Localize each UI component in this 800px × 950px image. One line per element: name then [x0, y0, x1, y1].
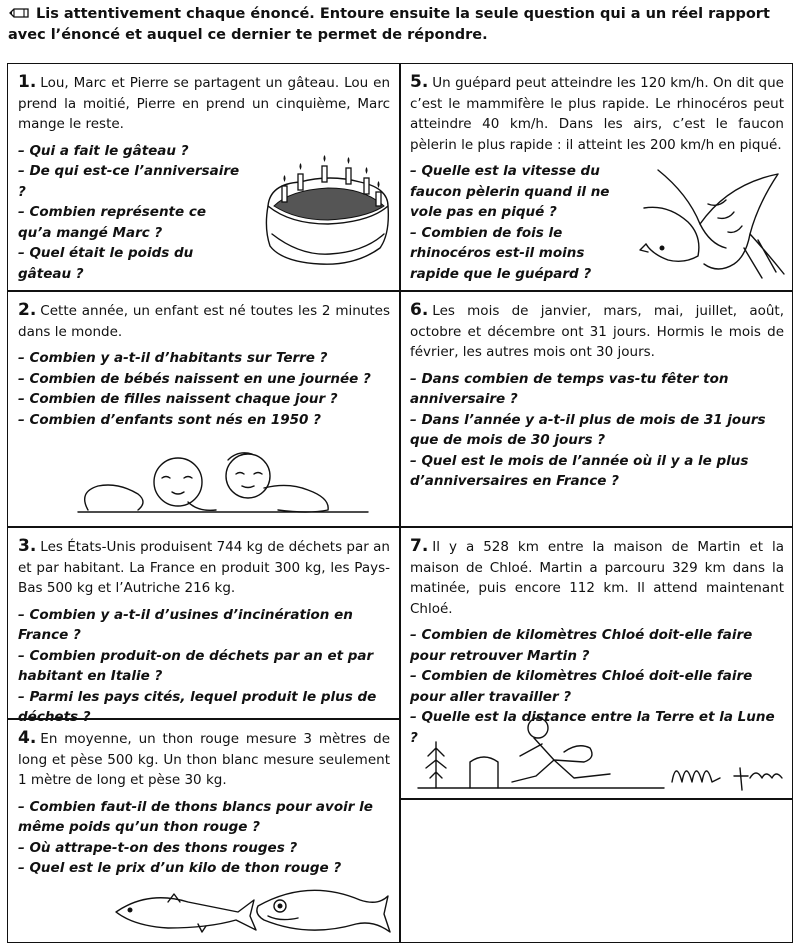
question[interactable]: – Quelle est la distance entre la Terre et la Lune ? [410, 709, 775, 746]
exercise-6 [410, 300, 784, 522]
exercise-number: 4. [18, 728, 37, 748]
exercise-number: 2. [18, 300, 37, 320]
instruction [8, 4, 788, 46]
exercise-statement [410, 536, 784, 619]
statement-text: Cette année, un enfant est né toutes les 2 minutes dans le monde. [18, 303, 390, 340]
question[interactable]: – Combien de kilomètres Chloé doit-elle faire pour aller travailler ? [410, 668, 753, 705]
question[interactable]: – Combien d’enfants sont nés en 1950 ? [18, 411, 321, 428]
question[interactable]: – Quel est le mois de l’année où il y a le plus d’anniversaires en France ? [410, 452, 749, 489]
question-list [410, 161, 635, 284]
question-list [410, 369, 784, 492]
exercise-statement [18, 536, 390, 599]
question[interactable]: – Parmi les pays cités, lequel produit le plus de déchets ? [18, 688, 377, 725]
row-divider [8, 526, 792, 528]
birthday-cake-illustration [260, 144, 395, 284]
question[interactable]: – Quelle est la vitesse du faucon pèlerin quand il ne vole pas en piqué ? [410, 163, 610, 220]
question[interactable]: – Combien produit-on de déchets par an et par habitant en Italie ? [18, 647, 374, 684]
row-divider [8, 290, 399, 292]
question[interactable]: – Combien de fois le rhinocéros est-il moins rapide que le guépard ? [410, 224, 592, 282]
question[interactable]: – Combien de bébés naissent en une journée ? [18, 370, 371, 387]
statement-text: Les mois de janvier, mars, mai, juillet, août, octobre et décembre ont 31 jours. Hormis le mois de février, les autres mois ont 30 jours. [410, 303, 784, 360]
question[interactable]: – Quel est le prix d’un kilo de thon rouge ? [18, 860, 342, 876]
exercise-number: 1. [18, 72, 37, 92]
question[interactable]: – Combien y a-t-il d’habitants sur Terre ? [18, 350, 328, 366]
exercise-statement [18, 72, 390, 135]
question[interactable]: – Combien représente ce qu’a mangé Marc ? [18, 204, 207, 241]
question[interactable]: – De qui est-ce l’anniversaire ? [18, 163, 240, 200]
statement-text: Les États-Unis produisent 744 kg de déchets par an et par habitant. La France en produit 300 kg, les Pays-Bas 500 kg et l’Autriche 216 kg. [18, 539, 390, 596]
statement-text: Un guépard peut atteindre les 120 km/h. On dit que c’est le mammifère le plus rapide. Le rhinocéros peut atteindre 40 km/h. Dans les airs, c’est le faucon pèlerin le plus rapide : il atteint les 200 km/h en piqué. [410, 75, 784, 153]
question[interactable]: – Où attrape-t-on des thons rouges ? [18, 839, 298, 856]
running-traveler-illustration [414, 712, 790, 796]
tuna-fish-illustration [108, 872, 392, 940]
question[interactable]: – Combien de kilomètres Chloé doit-elle faire pour retrouver Martin ? [410, 627, 753, 664]
question[interactable]: – Combien de filles naissent chaque jour ? [18, 391, 338, 407]
question[interactable]: – Quel était le poids du gâteau ? [18, 245, 194, 282]
exercise-number: 3. [18, 536, 37, 556]
exercise-statement [410, 300, 784, 363]
statement-text: En moyenne, un thon rouge mesure 3 mètres de long et pèse 500 kg. Un thon blanc mesure seulement 1 mètre de long et pèse 30 kg. [18, 731, 390, 788]
instruction-text: Lis attentivement chaque énoncé. Entoure ensuite la seule question qui a un réel rapport avec l’énoncé et auquel ce dernier te permet de répondre. [8, 6, 770, 43]
question-list [18, 605, 390, 728]
exercise-grid [7, 63, 793, 943]
question[interactable]: – Qui a fait le gâteau ? [18, 142, 189, 159]
exercise-number: 7. [410, 536, 429, 556]
question[interactable]: – Dans l’année y a-t-il plus de mois de 31 jours que de mois de 30 jours ? [410, 411, 766, 448]
pencil-icon [8, 7, 30, 19]
question[interactable]: – Dans combien de temps vas-tu fêter ton anniversaire ? [410, 370, 729, 407]
exercise-7 [410, 536, 784, 746]
empty-cell [400, 800, 792, 942]
statement-text: Il y a 528 km entre la maison de Martin et la maison de Chloé. Martin a parcouru 329 km dans la matinée, puis encore 112 km. Il attend maintenant Chloé. [410, 539, 784, 617]
statement-text: Lou, Marc et Pierre se partagent un gâteau. Lou en prend la moitié, Pierre en prend un cinquième, Marc mange le reste. [18, 75, 390, 132]
exercise-statement [18, 728, 390, 791]
question[interactable]: – Combien faut-il de thons blancs pour avoir le même poids qu’un thon rouge ? [18, 798, 373, 835]
exercise-number: 6. [410, 300, 429, 320]
crawling-babies-illustration [68, 442, 388, 522]
row-divider [400, 290, 792, 292]
question-list [18, 141, 243, 285]
exercise-statement [410, 72, 784, 155]
exercise-3 [18, 536, 390, 725]
exercise-number: 5. [410, 72, 429, 92]
exercise-statement [18, 300, 390, 342]
falcon-illustration [638, 164, 788, 286]
question-list [18, 797, 390, 879]
question[interactable]: – Combien y a-t-il d’usines d’incinération en France ? [18, 606, 353, 643]
question-list [18, 348, 390, 430]
